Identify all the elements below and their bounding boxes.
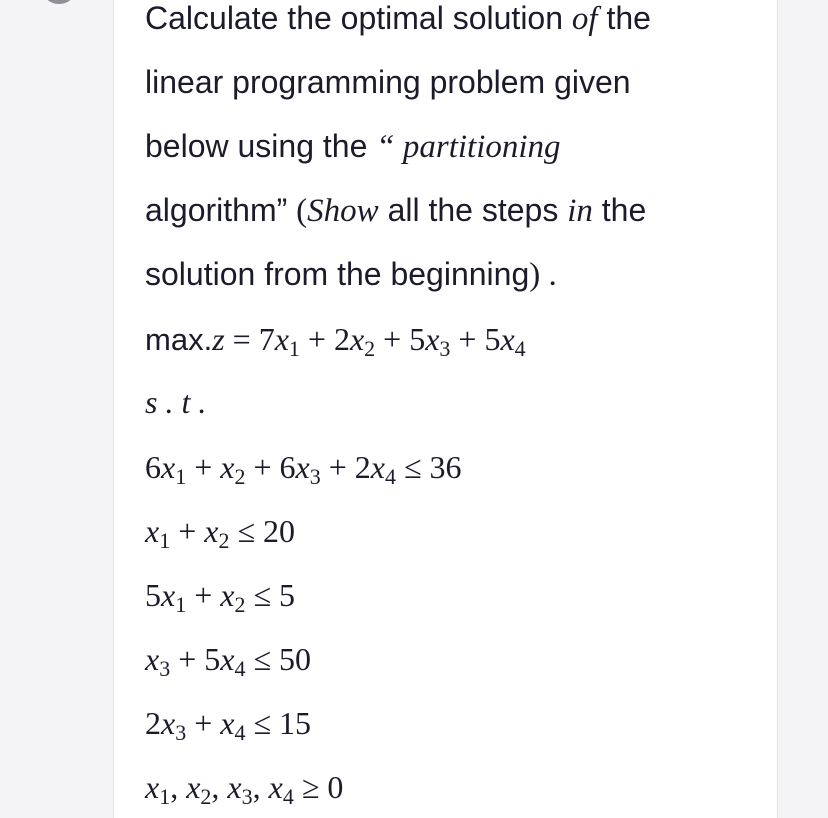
question-line-5: solution from the beginning) . xyxy=(145,256,557,293)
question-line-1: Calculate the optimal solution of the xyxy=(145,0,651,37)
subject-to-label: s . t . xyxy=(145,384,207,420)
constraint-5: $2x_3 + x_4 \le 15$ xyxy=(145,705,312,745)
constraint-4: $x_3 + 5x_4 \le 50$ xyxy=(145,641,312,681)
question-line-3: below using the “ partitioning xyxy=(145,128,561,165)
constraint-2: $x_1 + x_2 \le 20$ xyxy=(145,513,296,553)
question-line-2: linear programming problem given xyxy=(145,64,631,100)
avatar xyxy=(42,0,76,4)
question-line-4: algorithm” (Show all the steps in the xyxy=(145,192,647,229)
constraint-1: $6x_1 + x_2 + 6x_3 + 2x_4 \le 36$ xyxy=(145,449,462,489)
question-card xyxy=(113,0,778,818)
constraint-3: $5x_1 + x_2 \le 5$ xyxy=(145,577,296,617)
non-negativity-constraint: $x_1$, $x_2$, $x_3$, $x_4 \ge 0$ xyxy=(145,769,344,809)
objective-function: $\max.z = 7x_1 + 2x_2 + 5x_3 + 5x_4$ xyxy=(145,321,526,361)
